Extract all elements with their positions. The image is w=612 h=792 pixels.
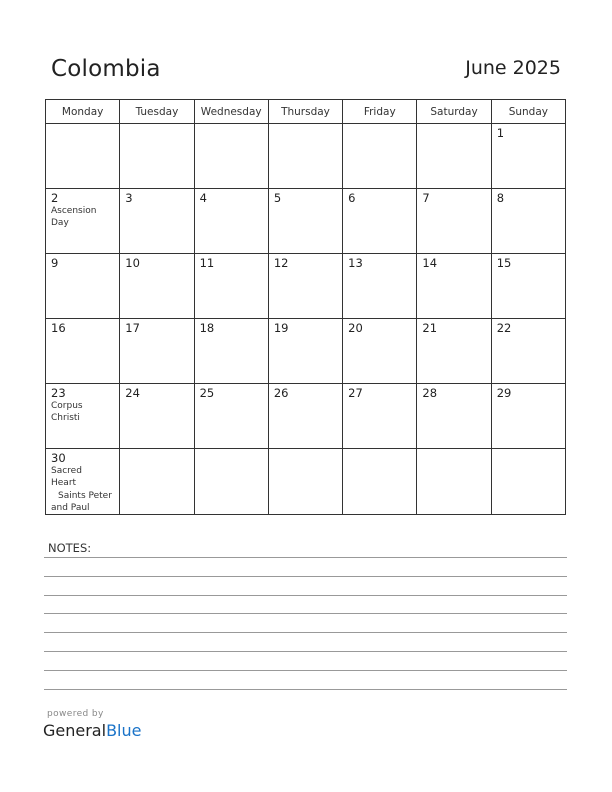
- day-number: 16: [51, 321, 66, 335]
- day-number: 19: [273, 321, 289, 335]
- day-cell: [491, 319, 565, 384]
- day-number: 29: [496, 386, 512, 400]
- day-cell: [120, 384, 194, 449]
- day-number: 9: [51, 256, 59, 270]
- notes-line: [44, 689, 567, 690]
- day-cell: [491, 189, 565, 254]
- day-number: 2: [51, 191, 59, 205]
- day-number: 20: [348, 321, 363, 335]
- day-number: [269, 124, 342, 127]
- day-cell: [417, 319, 491, 384]
- day-cell: [194, 384, 268, 449]
- holiday-label: and Paul: [51, 502, 90, 513]
- day-cell: [343, 384, 417, 449]
- notes-line: [44, 632, 567, 633]
- day-number: 1: [496, 126, 505, 140]
- day-number: 10: [125, 256, 140, 270]
- week-row: [46, 254, 566, 319]
- day-number: [343, 449, 416, 452]
- day-number: 7: [422, 191, 430, 205]
- day-number: 5: [273, 191, 282, 205]
- day-number: [120, 124, 193, 127]
- day-cell: [120, 189, 194, 254]
- day-cell: [194, 319, 268, 384]
- day-number: 13: [348, 256, 363, 270]
- day-number: 22: [496, 321, 512, 335]
- day-number: [195, 449, 268, 452]
- weekday-header-row: [46, 100, 566, 124]
- notes-label: NOTES:: [48, 541, 92, 555]
- day-number: 21: [422, 321, 438, 335]
- day-cell: [194, 189, 268, 254]
- day-cell: [268, 319, 342, 384]
- notes-line: [44, 576, 567, 577]
- day-cell: [46, 384, 120, 449]
- day-cell: [491, 384, 565, 449]
- day-cell: [120, 254, 194, 319]
- day-number: 23: [51, 386, 66, 400]
- day-number: 24: [125, 386, 140, 400]
- notes-line: [44, 557, 567, 558]
- day-cell: [417, 254, 491, 319]
- calendar-month-title: June 2025: [465, 57, 561, 79]
- day-number: 3: [125, 191, 133, 205]
- day-number: [269, 449, 342, 452]
- day-cell: [343, 319, 417, 384]
- day-cell: [268, 254, 342, 319]
- calendar-weeks: [46, 124, 566, 515]
- day-number: 17: [125, 321, 140, 335]
- holiday-label: Ascension: [51, 206, 97, 216]
- day-cell: [343, 189, 417, 254]
- day-number: 26: [273, 386, 289, 400]
- generalblue-logo[interactable]: [43, 721, 141, 740]
- weekday-header: Saturday: [417, 100, 491, 124]
- holiday-label: Sacred: [51, 466, 82, 476]
- day-cell: [120, 319, 194, 384]
- day-cell: [343, 449, 417, 515]
- day-number: 27: [348, 386, 363, 400]
- day-cell: [120, 449, 194, 515]
- day-number: 15: [496, 256, 512, 270]
- day-number: [492, 449, 565, 452]
- day-number: 6: [348, 191, 356, 205]
- day-number: 18: [199, 321, 215, 335]
- day-number: 11: [199, 256, 215, 270]
- day-cell: [491, 124, 565, 189]
- day-number: 12: [273, 256, 289, 270]
- day-number: [46, 124, 119, 127]
- day-cell: [46, 254, 120, 319]
- weekday-header: Sunday: [491, 100, 565, 124]
- day-number: 28: [422, 386, 438, 400]
- weekday-header: Tuesday: [120, 100, 194, 124]
- day-cell: [46, 449, 120, 515]
- holiday-label: Christi: [51, 413, 80, 424]
- day-cell: [46, 124, 120, 189]
- day-number: [195, 124, 268, 127]
- day-number: [343, 124, 416, 127]
- weekday-header: Monday: [46, 100, 120, 124]
- day-number: [417, 124, 490, 127]
- week-row: [46, 189, 566, 254]
- day-cell: [268, 384, 342, 449]
- weekday-header: Wednesday: [194, 100, 268, 124]
- day-number: 25: [199, 386, 215, 400]
- day-number: [120, 449, 193, 452]
- notes-line: [44, 613, 567, 614]
- day-number: 8: [496, 191, 505, 205]
- holiday-label: Saints Peter: [58, 490, 112, 501]
- day-cell: [343, 254, 417, 319]
- day-cell: [46, 319, 120, 384]
- day-cell: [268, 449, 342, 515]
- weekday-header: Friday: [343, 100, 417, 124]
- weekday-header: Thursday: [268, 100, 342, 124]
- brand-general: General: [43, 721, 107, 740]
- week-row: [46, 124, 566, 189]
- day-cell: [343, 124, 417, 189]
- day-cell: [417, 189, 491, 254]
- day-cell: [194, 254, 268, 319]
- holiday-label: Corpus: [51, 401, 83, 411]
- brand-blue: Blue: [106, 721, 142, 740]
- week-row: [46, 319, 566, 384]
- holiday-label: Day: [51, 218, 69, 229]
- day-cell: [194, 449, 268, 515]
- day-number: [417, 449, 490, 452]
- holiday-label: Heart: [51, 478, 77, 489]
- day-cell: [194, 124, 268, 189]
- notes-line: [44, 651, 567, 652]
- calendar-country-title: Colombia: [51, 56, 161, 82]
- day-cell: [417, 124, 491, 189]
- day-number: 30: [51, 451, 66, 465]
- day-cell: [268, 124, 342, 189]
- day-cell: [120, 124, 194, 189]
- notes-line: [44, 595, 567, 596]
- day-cell: [491, 254, 565, 319]
- powered-by-text: powered by: [47, 709, 104, 719]
- calendar-grid: [45, 99, 566, 515]
- week-row: [46, 449, 566, 515]
- day-cell: [491, 449, 565, 515]
- day-number: 4: [199, 191, 207, 205]
- day-cell: [46, 189, 120, 254]
- day-cell: [417, 384, 491, 449]
- notes-line: [44, 670, 567, 671]
- day-cell: [268, 189, 342, 254]
- day-number: 14: [422, 256, 438, 270]
- day-cell: [417, 449, 491, 515]
- week-row: [46, 384, 566, 449]
